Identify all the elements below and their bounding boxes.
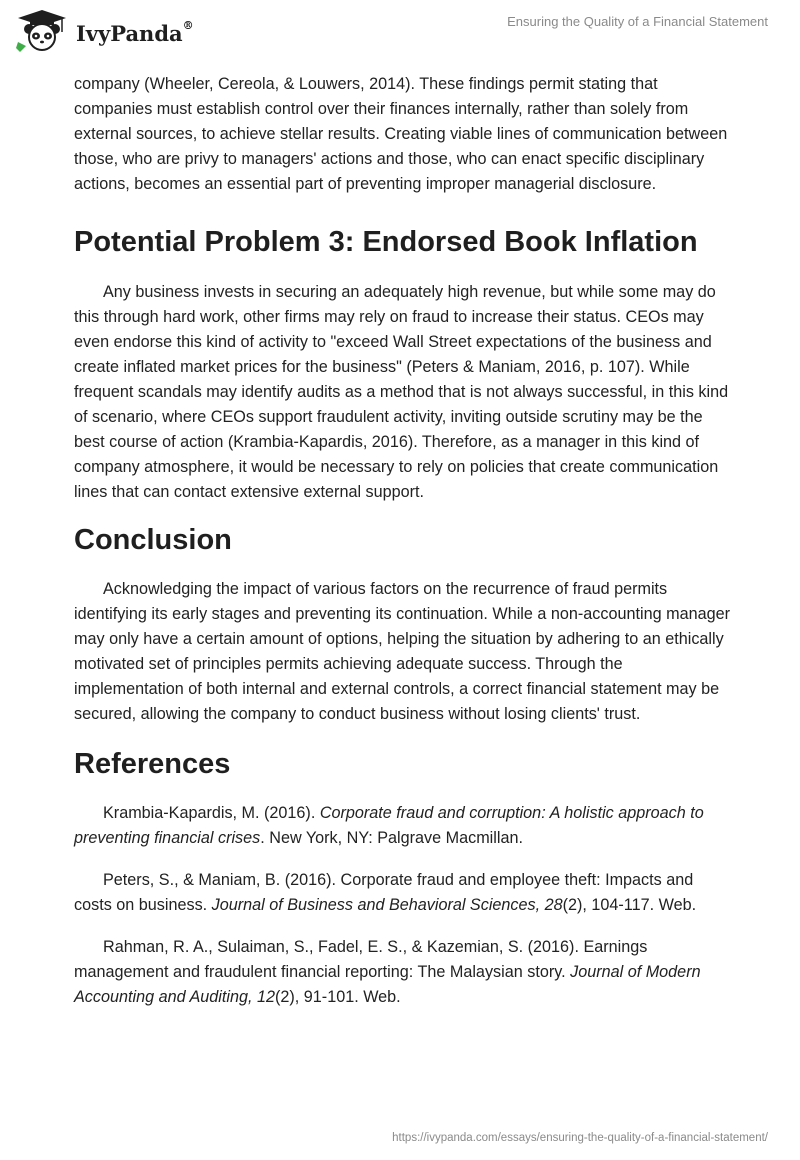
source-url-link[interactable]: https://ivypanda.com/essays/ensuring-the-quality-of-a-financial-statement/: [392, 1132, 768, 1144]
reference-item: Peters, S., & Maniam, B. (2016). Corporate fraud and employee theft: Impacts and costs on business. Journal of Business and Behavioral Sciences, 28(2), 104-117. Web.: [74, 871, 697, 914]
essay-body: [74, 72, 734, 1010]
heading-conclusion: Conclusion: [74, 524, 232, 556]
panda-graduate-icon: [14, 8, 70, 54]
paragraph-problem-3: Any business invests in securing an adequately high revenue, but while some may do this through hard work, other firms may rely on fraud to increase their status. CEOs may even endorse this kind of activity to "exceed Wall Street expectations of the business and create inflated market prices for the business" (Peters & Maniam, 2016, p. 107). While frequent scandals may identify audits as a method that is not always successful, in this kind of scenario, where CEOs support fraudulent activity, inviting outside scrutiny may be the best course of action (Krambia-Kapardis, 2016). Therefore, as a manager in this kind of company atmosphere, it would be necessary to rely on policies that create communication lines that can contact extensive external support.: [74, 283, 729, 501]
reference-item: Rahman, R. A., Sulaiman, S., Fadel, E. S., & Kazemian, S. (2016). Earnings management and fraudulent financial reporting: The Malaysian story. Journal of Modern Accounting and Auditing, 12(2), 91-101. Web.: [74, 938, 701, 1006]
heading-problem-3: Potential Problem 3: Endorsed Book Inflation: [74, 226, 698, 258]
paragraph-intro: company (Wheeler, Cereola, & Louwers, 2014). These findings permit stating that companies must establish control over their finances internally, rather than solely from external sources, to achieve stellar results. Creating viable lines of communication between those, who are privy to managers' actions and those, who can enact specific disciplinary actions, becomes an essential part of preventing improper managerial disclosure.: [74, 75, 728, 193]
brand-name: IvyPanda®: [76, 18, 194, 46]
reference-item: Krambia-Kapardis, M. (2016). Corporate fraud and corruption: A holistic approach to preventing financial crises. New York, NY: Palgrave Macmillan.: [74, 804, 704, 847]
heading-references: References: [74, 748, 231, 780]
document-title: Ensuring the Quality of a Financial Statement: [507, 14, 768, 29]
paragraph-conclusion: Acknowledging the impact of various factors on the recurrence of fraud permits identifying its early stages and preventing its continuation. While a non-accounting manager may only have a certain amount of options, helping the situation by adhering to an ethically motivated set of principles permits achieving adequate success. Through the implementation of both internal and external controls, a correct financial statement may be secured, allowing the company to conduct business without losing clients' trust.: [74, 580, 730, 723]
brand-logo[interactable]: [14, 8, 194, 54]
page-header: [0, 0, 800, 62]
